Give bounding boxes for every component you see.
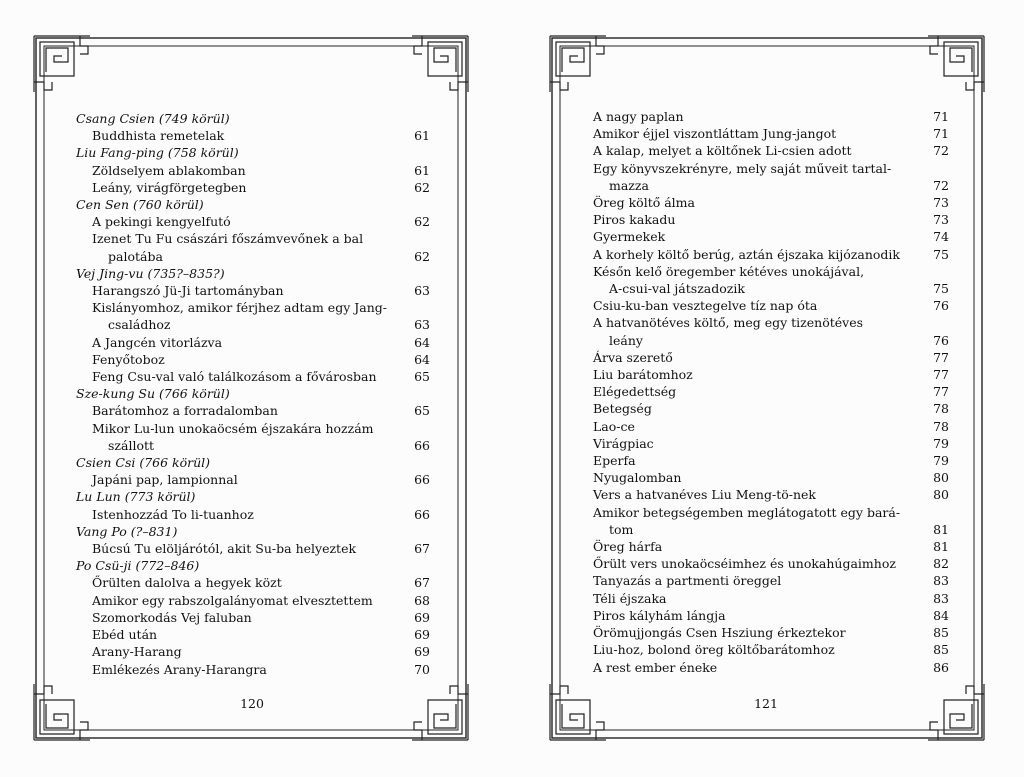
toc-entry — [593, 607, 949, 624]
poet-heading: Liu Fang-ping (758 körül) — [76, 145, 239, 161]
page-reference: 70 — [414, 661, 430, 677]
poem-title: Egy könyvszekrényre, mely saját műveit tartal- — [593, 160, 892, 176]
poem-title: Elégedettség — [593, 384, 677, 400]
page-reference: 62 — [414, 214, 430, 230]
poet-heading: Csang Csien (749 körül) — [76, 111, 230, 126]
page-reference: 66 — [414, 437, 430, 453]
poem-title: Árva szerető — [593, 349, 673, 365]
toc-entry — [593, 418, 949, 435]
page-reference: 75 — [933, 246, 949, 262]
poem-title-continuation: palotába — [108, 248, 163, 264]
toc-entry — [76, 162, 430, 179]
poem-title: Szomorkodás Vej faluban — [92, 609, 252, 625]
toc-entry — [593, 366, 949, 383]
poem-title: Leány, virágförgetegben — [92, 179, 247, 195]
poem-title: A nagy paplan — [593, 109, 684, 124]
poem-title: Amikor éjjel viszontláttam Jung-jangot — [593, 126, 837, 142]
toc-entry — [76, 643, 430, 660]
page-reference: 61 — [414, 162, 430, 178]
poem-title: Feng Csu-val való találkozásom a fővárosban — [92, 369, 377, 385]
toc-entry — [76, 179, 430, 196]
page-reference: 73 — [933, 195, 949, 211]
toc-entry — [593, 349, 949, 366]
toc-entry — [76, 506, 430, 523]
poem-title: Öreg költő álma — [593, 195, 695, 211]
poem-title: Búcsú Tu elöljárótól, akit Su-ba helyeztek — [92, 541, 357, 557]
toc-entry — [593, 590, 949, 607]
toc-entry — [76, 334, 430, 351]
toc-entry — [593, 486, 949, 503]
page-reference: 75 — [933, 281, 949, 297]
page-number: 121 — [754, 696, 778, 711]
poem-title: A korhely költő berúg, aztán éjszaka kijózanodik — [593, 246, 900, 262]
page-reference: 80 — [933, 487, 949, 503]
poem-title: Betegség — [593, 401, 652, 417]
poem-title: Istenhozzád To li-tuanhoz — [92, 506, 254, 522]
poem-title-continuation: mazza — [609, 177, 649, 193]
toc-entry — [593, 400, 949, 417]
fret-corner-ornament — [550, 36, 606, 92]
toc-entry — [76, 609, 430, 626]
fret-corner-ornament — [412, 684, 468, 740]
poem-title: Eperfa — [593, 453, 636, 469]
poem-title: Japáni pap, lampionnal — [92, 472, 238, 488]
fret-corner-ornament — [550, 684, 606, 740]
poem-title-continuation: A-csui-val játszadozik — [609, 281, 745, 297]
toc-entry — [76, 351, 430, 368]
poem-title: A kalap, melyet a költőnek Li-csien adott — [593, 143, 852, 159]
page-reference: 78 — [933, 401, 949, 417]
poet-heading: Vang Po (?–831) — [76, 523, 178, 539]
toc-entry — [593, 297, 949, 314]
poem-title: Buddhista remetelak — [92, 128, 225, 144]
page-reference: 76 — [933, 298, 949, 314]
toc-entry — [76, 574, 430, 591]
toc-entry — [593, 142, 949, 159]
page-reference: 61 — [414, 128, 430, 144]
page-reference: 83 — [933, 573, 949, 589]
poem-title: Liu barátomhoz — [593, 367, 693, 383]
page-reference: 79 — [933, 435, 949, 451]
poem-title: Vers a hatvanéves Liu Meng-tö-nek — [593, 487, 816, 503]
page-number: 120 — [240, 696, 264, 711]
poem-title: Virágpiac — [593, 435, 654, 451]
toc-entry — [593, 246, 949, 263]
toc-entry — [593, 435, 949, 452]
toc-entry — [76, 626, 430, 643]
poem-title: Amikor egy rabszolgalányomat elvesztettem — [92, 592, 373, 608]
page-reference: 79 — [933, 453, 949, 469]
page-reference: 81 — [933, 521, 949, 537]
poem-title: Őrült vers unokaöcséimhez és unokahúgaimhoz — [593, 556, 896, 572]
toc-entry — [76, 299, 430, 333]
poet-heading: Cen Sen (760 körül) — [76, 197, 204, 213]
page-reference: 69 — [414, 644, 430, 660]
page-reference: 85 — [933, 625, 949, 641]
page-reference: 62 — [414, 248, 430, 264]
toc-entry — [593, 641, 949, 658]
poem-title: Tanyazás a partmenti öreggel — [593, 573, 782, 589]
poem-title: Izenet Tu Fu császári főszámvevőnek a bal — [92, 231, 364, 247]
poem-title: Későn kelő öregember kétéves unokájával, — [593, 263, 865, 279]
toc-entry — [593, 538, 949, 555]
toc-entry — [593, 194, 949, 211]
toc-entry — [593, 555, 949, 572]
toc-entry — [76, 540, 430, 557]
page-reference: 64 — [414, 334, 430, 350]
poem-title: Mikor Lu-lun unokaöcsém éjszakára hozzám — [92, 420, 374, 436]
page-reference: 63 — [414, 317, 430, 333]
toc-entry — [76, 368, 430, 385]
poem-title: Kislányomhoz, amikor férjhez adtam egy Jang- — [92, 300, 387, 316]
toc-entry — [593, 504, 949, 538]
poem-title: A rest ember éneke — [593, 659, 718, 675]
fret-corner-ornament — [34, 684, 90, 740]
page-reference: 67 — [414, 541, 430, 557]
page-reference: 68 — [414, 592, 430, 608]
toc-entry — [593, 263, 949, 297]
page-reference: 65 — [414, 403, 430, 419]
toc-entry — [76, 420, 430, 454]
page-reference: 73 — [933, 212, 949, 228]
toc-entry — [593, 108, 949, 125]
poem-title: Téli éjszaka — [593, 590, 667, 606]
page-reference: 86 — [933, 659, 949, 675]
page-reference: 72 — [933, 143, 949, 159]
poem-title: Örömujjongás Csen Hsziung érkeztekor — [593, 625, 846, 641]
poem-title: Őrülten dalolva a hegyek közt — [92, 575, 282, 591]
poem-title: Ebéd után — [92, 627, 158, 643]
poem-title: Harangszó Jü-Ji tartományban — [92, 283, 284, 299]
page-reference: 77 — [933, 367, 949, 383]
page-reference: 76 — [933, 332, 949, 348]
page-reference: 74 — [933, 229, 949, 245]
toc-entry — [593, 383, 949, 400]
toc-entry — [76, 471, 430, 488]
page-reference: 77 — [933, 384, 949, 400]
right-page — [512, 0, 1024, 777]
poem-title: Piros kályhám lángja — [593, 607, 726, 623]
toc-entry — [593, 228, 949, 245]
toc-entry — [76, 282, 430, 299]
poem-title: Fenyőtoboz — [92, 351, 165, 367]
toc-entry — [593, 469, 949, 486]
poem-title: Csiu-ku-ban vesztegelve tíz nap óta — [593, 298, 818, 314]
page-reference: 72 — [933, 177, 949, 193]
poem-title: Zöldselyem ablakomban — [92, 162, 246, 178]
toc-entry — [593, 160, 949, 194]
page-reference: 69 — [414, 609, 430, 625]
page-reference: 84 — [933, 607, 949, 623]
fret-corner-ornament — [928, 684, 984, 740]
poem-title: Barátomhoz a forradalomban — [92, 403, 278, 419]
fret-corner-ornament — [412, 36, 468, 92]
page-reference: 62 — [414, 179, 430, 195]
toc-entry — [76, 127, 430, 144]
fret-corner-ornament — [928, 36, 984, 92]
poem-title-continuation: tom — [609, 521, 634, 537]
poem-title: Amikor betegségemben meglátogatott egy bará- — [593, 504, 901, 520]
fret-corner-ornament — [34, 36, 90, 92]
page-reference: 69 — [414, 627, 430, 643]
poem-title: Nyugalomban — [593, 470, 682, 486]
poem-title: Piros kakadu — [593, 212, 676, 228]
poem-title: Lao-ce — [593, 418, 635, 434]
page-reference: 77 — [933, 349, 949, 365]
page-reference: 64 — [414, 351, 430, 367]
poem-title: Gyermekek — [593, 229, 666, 245]
table-of-contents — [593, 108, 949, 676]
toc-entry — [76, 213, 430, 230]
poet-heading: Csien Csi (766 körül) — [76, 455, 211, 471]
page-reference: 66 — [414, 506, 430, 522]
poem-title: Emlékezés Arany-Harangra — [92, 661, 267, 677]
toc-entry — [593, 572, 949, 589]
toc-entry — [593, 211, 949, 228]
page-reference: 65 — [414, 369, 430, 385]
poem-title-continuation: leány — [609, 332, 643, 348]
toc-entry — [76, 661, 430, 678]
poem-title: Öreg hárfa — [593, 539, 663, 555]
page-reference: 82 — [933, 556, 949, 572]
poem-title-continuation: szállott — [108, 437, 155, 453]
toc-entry — [593, 659, 949, 676]
page-reference: 63 — [414, 283, 430, 299]
poem-title: A Jangcén vitorlázva — [92, 334, 223, 350]
page-reference: 71 — [933, 126, 949, 142]
poem-title: A hatvanötéves költő, meg egy tizenötéves — [593, 315, 864, 331]
page-reference: 80 — [933, 470, 949, 486]
toc-entry — [593, 125, 949, 142]
poem-title: A pekingi kengyelfutó — [92, 214, 231, 230]
page-reference: 78 — [933, 418, 949, 434]
toc-entry — [593, 624, 949, 641]
page-reference: 67 — [414, 575, 430, 591]
page-reference: 71 — [933, 109, 949, 124]
poet-heading: Po Csü-ji (772–846) — [76, 558, 200, 574]
page-reference: 85 — [933, 642, 949, 658]
page-reference: 81 — [933, 539, 949, 555]
table-of-contents — [76, 110, 430, 678]
poem-title: Liu-hoz, bolond öreg költőbarátomhoz — [593, 642, 835, 658]
poet-heading: Sze-kung Su (766 körül) — [76, 386, 230, 402]
toc-entry — [593, 452, 949, 469]
toc-entry — [593, 314, 949, 348]
toc-entry — [76, 592, 430, 609]
poem-title-continuation: családhoz — [108, 317, 171, 333]
toc-entry — [76, 402, 430, 419]
poem-title: Arany-Harang — [92, 644, 182, 660]
page-reference: 83 — [933, 590, 949, 606]
poet-heading: Lu Lun (773 körül) — [76, 489, 196, 505]
poet-heading: Vej Jing-vu (735?–835?) — [76, 265, 225, 281]
page-reference: 66 — [414, 472, 430, 488]
toc-entry — [76, 230, 430, 264]
